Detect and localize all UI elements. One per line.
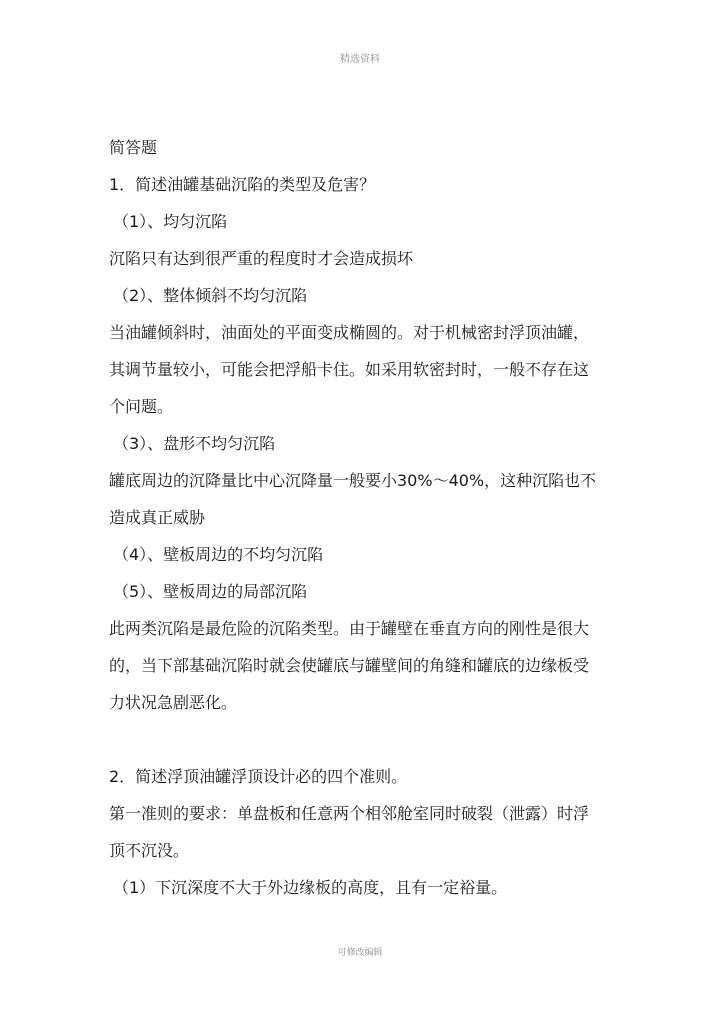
q1-item-5-text-line: 此两类沉陷是最危险的沉陷类型。由于罐壁在垂直方向的刚性是很大: [109, 619, 590, 638]
q1-item-1-title: （1）、均匀沉陷: [113, 212, 228, 231]
q1-item-2-text-line: 当油罐倾斜时，油面处的平面变成椭圆的。对于机械密封浮顶油罐，: [109, 323, 590, 342]
q1-item-5-title: （5）、壁板周边的局部沉陷: [113, 582, 308, 601]
q2-rule-1-text-line: 第一准则的要求：单盘板和任意两个相邻舱室同时破裂（泄露）时浮: [109, 804, 590, 823]
q1-item-4-title: （4）、壁板周边的不均匀沉陷: [113, 545, 324, 564]
q1-item-2-text-line: 其调节量较小，可能会把浮船卡住。如采用软密封时，一般不存在这: [109, 360, 590, 379]
q1-item-2-text-line: 个问题。: [109, 397, 174, 416]
section-title: 简答题: [109, 138, 158, 157]
question-1-title: 1．简述油罐基础沉陷的类型及危害？: [109, 175, 376, 194]
q2-rule-1-text-line: 顶不沉没。: [109, 841, 190, 860]
q1-item-3-text-line: 罐底周边的沉降量比中心沉降量一般要小30%～40%，这种沉陷也不: [109, 471, 597, 490]
page-footer: 可修改编辑: [337, 948, 383, 958]
q1-item-1-text: 沉陷只有达到很严重的程度时才会造成损坏: [109, 249, 414, 268]
q1-item-5-text-line: 力状况急剧恶化。: [109, 693, 238, 712]
q1-item-5-text-line: 的，当下部基础沉陷时就会使罐底与罐壁间的角缝和罐底的边缘板受: [109, 656, 590, 675]
q2-rule-1-item-1: （1）下沉深度不大于外边缘板的高度，且有一定裕量。: [113, 878, 508, 897]
paragraph-gap: [109, 721, 624, 758]
q1-item-3-title: （3）、盘形不均匀沉陷: [113, 434, 276, 453]
q1-item-2-title: （2）、整体倾斜不均匀沉陷: [113, 286, 308, 305]
question-2-title: 2．简述浮顶油罐浮顶设计必的四个准则。: [109, 767, 408, 786]
q1-item-3-text-line: 造成真正威胁: [109, 508, 206, 527]
document-body: [109, 129, 624, 906]
page-header: 精选资料: [340, 54, 380, 65]
